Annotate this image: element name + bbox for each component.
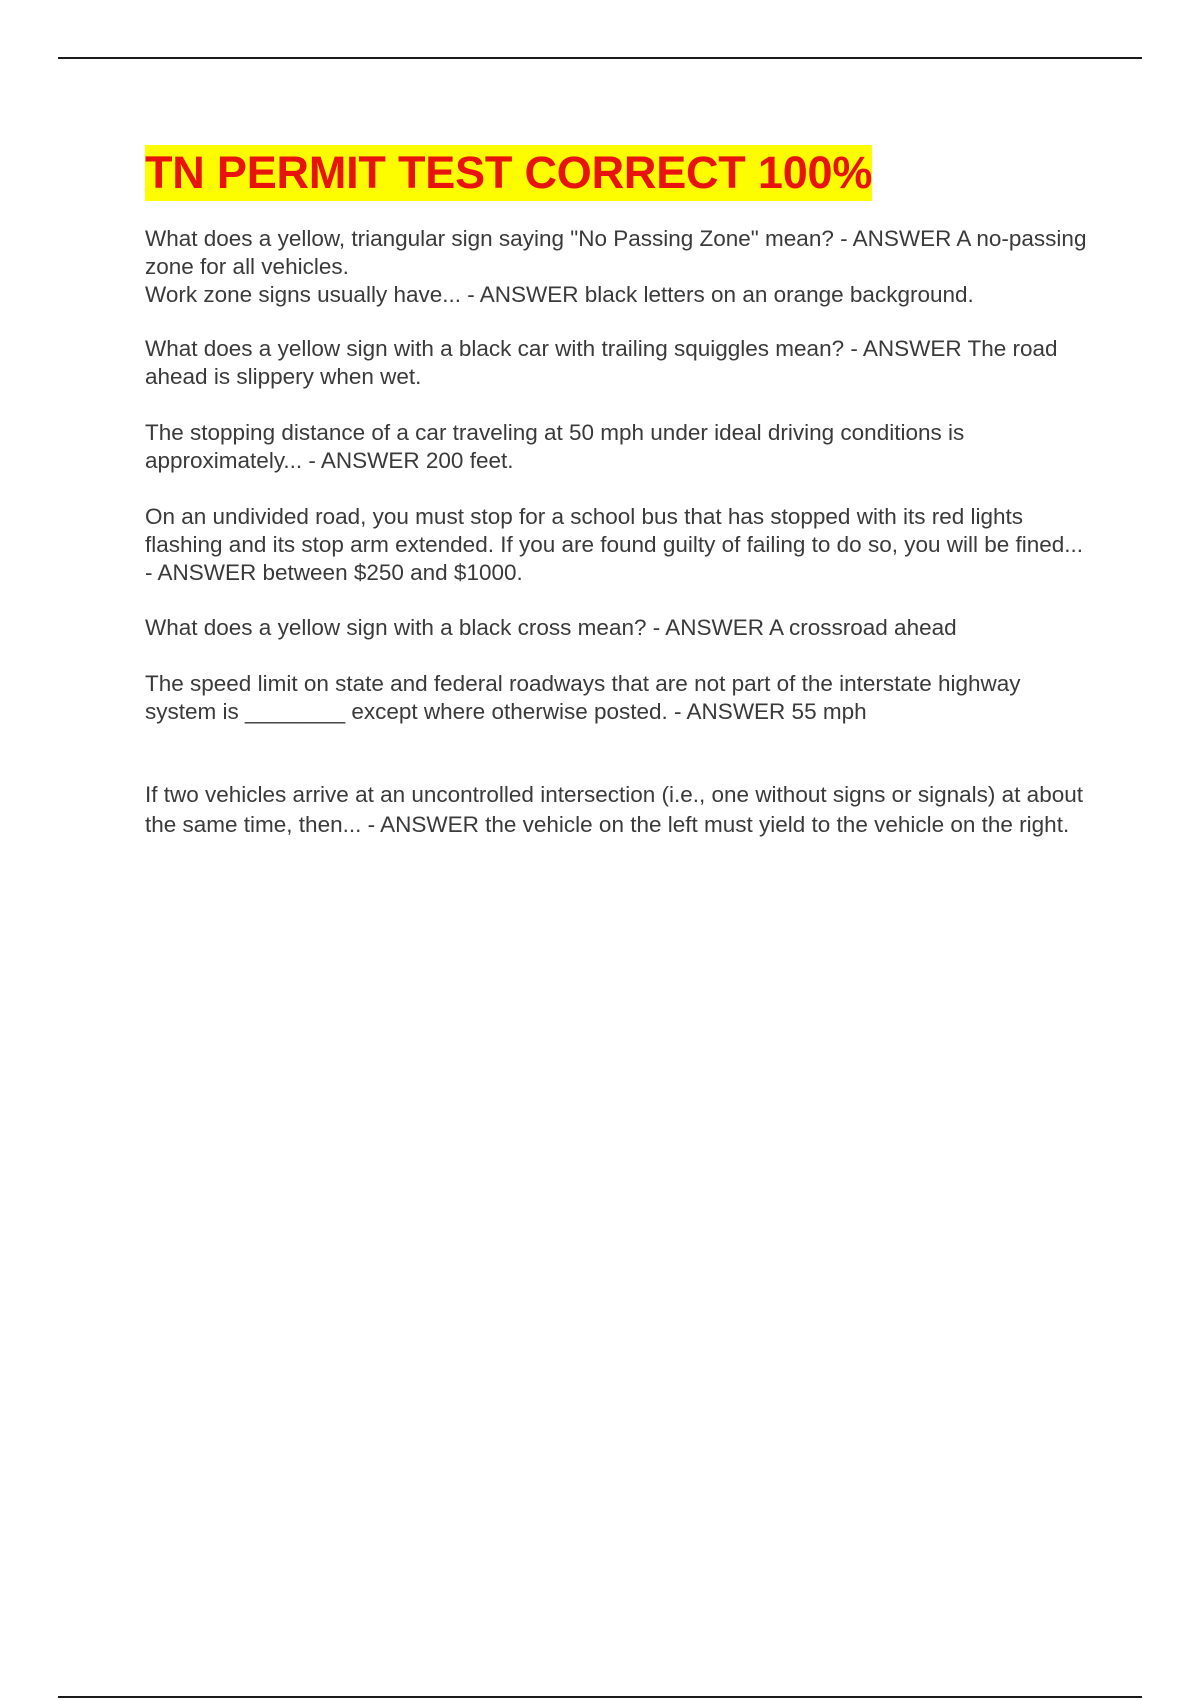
qa-item-slippery-road: What does a yellow sign with a black car with trailing squiggles mean? - ANSWER The road ahead is slippery when wet. <box>145 336 1058 389</box>
qa-item-stopping-distance: The stopping distance of a car traveling at 50 mph under ideal driving conditions is approximately... - ANSWER 200 feet. <box>145 420 965 473</box>
document-body <box>145 145 1095 840</box>
qa-item-uncontrolled-intersection: If two vehicles arrive at an uncontrolled intersection (i.e., one without signs or signals) at about the same time, then... - ANSWER the vehicle on the left must yield to the vehicle on the right. <box>145 782 1083 837</box>
qa-item-no-passing-zone: What does a yellow, triangular sign saying "No Passing Zone" mean? - ANSWER A no-passing zone for all vehicles. <box>145 226 1087 279</box>
footer-rule <box>58 1696 1142 1698</box>
document-title: TN PERMIT TEST CORRECT 100% <box>145 145 872 201</box>
qa-item-speed-limit: The speed limit on state and federal roadways that are not part of the interstate highway system is ________ except where otherwise posted. - ANSWER 55 mph <box>145 671 1021 724</box>
qa-item-crossroad-sign: What does a yellow sign with a black cross mean? - ANSWER A crossroad ahead <box>145 615 957 640</box>
qa-item-work-zone-signs: Work zone signs usually have... - ANSWER black letters on an orange background. <box>145 282 974 307</box>
qa-item-school-bus-fine: On an undivided road, you must stop for a school bus that has stopped with its red lights flashing and its stop arm extended. If you are found guilty of failing to do so, you will be fined... - ANSWER between $250 and $1000. <box>145 504 1084 585</box>
header-rule <box>58 57 1142 59</box>
